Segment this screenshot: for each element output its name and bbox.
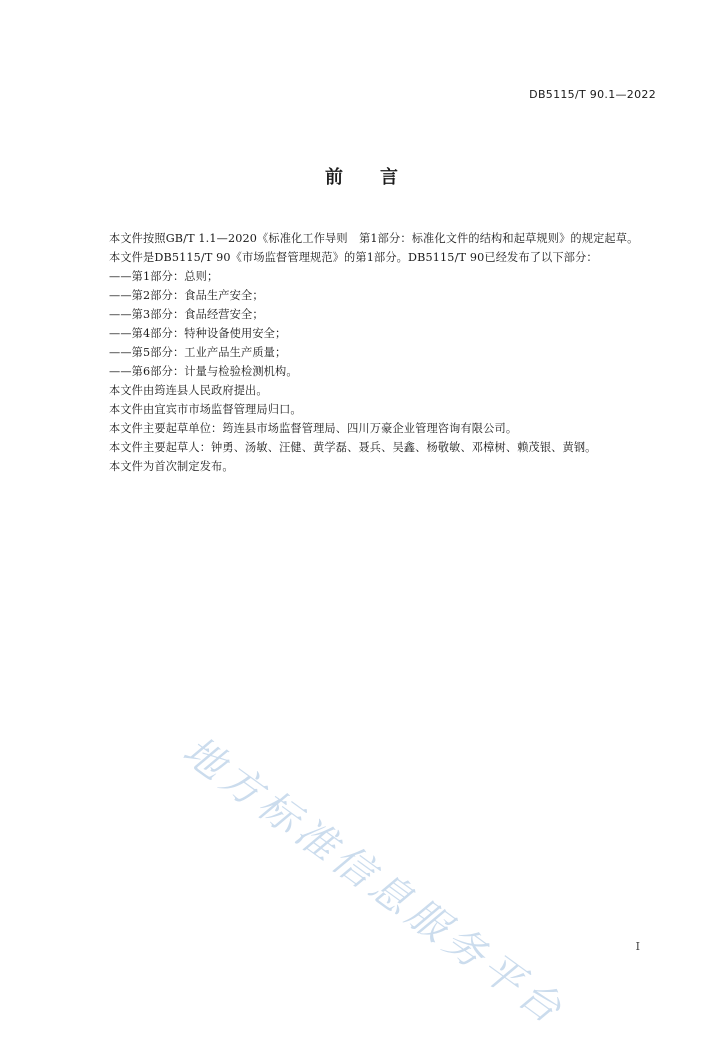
- watermark: 地方标准信息服务平台: [174, 727, 574, 1036]
- paragraph-administrator: 本文件由宜宾市市场监督管理局归口。: [109, 403, 302, 416]
- title-char-2: 言: [380, 167, 399, 188]
- page-title: [0, 163, 724, 189]
- list-item-part-6: ——第6部分：计量与检验检测机构。: [109, 365, 298, 378]
- paragraph-drafting-units: 本文件主要起草单位：筠连县市场监督管理局、四川万豪企业管理咨询有限公司。: [109, 422, 518, 435]
- paragraph-proposer: 本文件由筠连县人民政府提出。: [109, 384, 268, 397]
- list-item-part-2: ——第2部分：食品生产安全；: [109, 289, 264, 302]
- paragraph-series-info: 本文件是DB5115/T 90《市场监督管理规范》的第1部分。DB5115/T 90已经发布了以下部分：: [109, 251, 598, 264]
- title-char-1: 前: [325, 167, 344, 188]
- paragraph-drafting-rules: 本文件按照GB/T 1.1—2020《标准化工作导则 第1部分：标准化文件的结构和起草规则》的规定起草。: [109, 232, 639, 245]
- paragraph-first-release: 本文件为首次制定发布。: [109, 460, 234, 473]
- list-item-part-5: ——第5部分：工业产品生产质量；: [109, 346, 287, 359]
- foreword-body: [86, 229, 658, 476]
- document-identifier: DB5115/T 90.1—2022: [529, 88, 656, 101]
- paragraph-drafters: 本文件主要起草人：钟勇、汤敏、汪健、黄学磊、聂兵、吴鑫、杨敬敏、邓樟树、赖茂银、黄钢。: [109, 441, 597, 454]
- list-item-part-3: ——第3部分：食品经营安全；: [109, 308, 264, 321]
- page-number: I: [635, 940, 640, 953]
- list-item-part-1: ——第1部分：总则；: [109, 270, 219, 283]
- list-item-part-4: ——第4部分：特种设备使用安全；: [109, 327, 287, 340]
